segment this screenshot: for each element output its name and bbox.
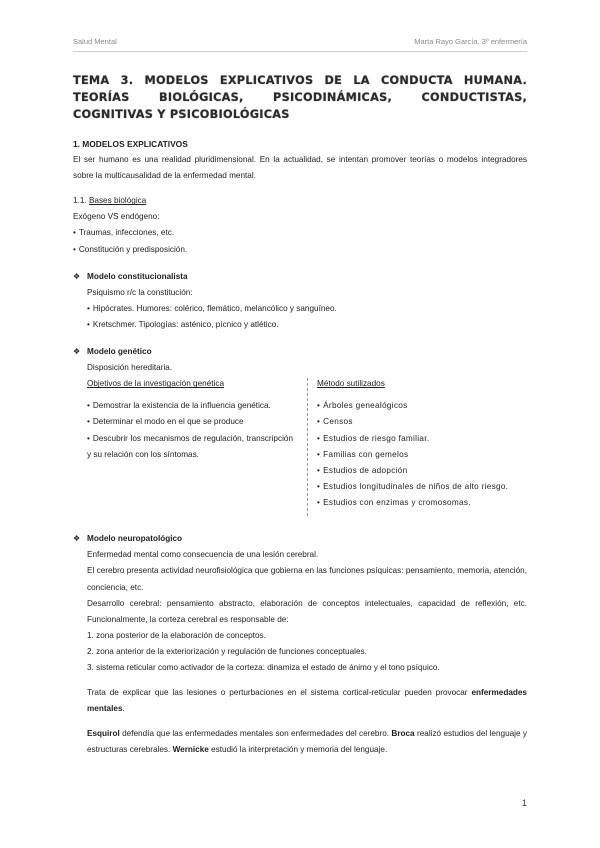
list-item: • Familias con gemelos	[317, 447, 527, 463]
list-item: • Demostrar la existencia de la influencia genética.	[87, 398, 293, 414]
bold-term: Esquirol	[87, 729, 120, 739]
list-item: • Descubrir los mecanismos de regulación, transcripción y su relación con los síntomas.	[87, 431, 293, 463]
body-line: Exógeno VS endógeno:	[73, 212, 160, 222]
document-title: TEMA 3. MODELOS EXPLICATIVOS DE LA CONDUCTA HUMANA. TEORÍAS BIOLÓGICAS, PSICODINÁMICAS, CONDUCTISTAS, COGNITIVAS Y PSICOBIOLÓGICAS	[73, 74, 527, 121]
body-line: Psiquismo r/c la constitución:	[87, 287, 193, 297]
document-body	[73, 136, 527, 758]
numbered-item: 1. zona posterior de la elaboración de conceptos.	[87, 630, 266, 640]
page-number: 1	[521, 798, 527, 808]
body-paragraph: Trata de explicar que las lesiones o perturbaciones en el sistema cortical-reticular pueden provocar enfermedades mentales.	[87, 688, 527, 714]
subsection-number: 1.1.	[73, 196, 87, 206]
body-line: El cerebro presenta actividad neurofisiológica que gobierna en las funciones psíquicas: pensamiento, memoria, atención, conciencia, etc.	[87, 566, 527, 592]
list-item: • Traumas, infecciones, etc.	[73, 225, 527, 241]
model-heading	[73, 269, 527, 285]
list-item: • Constitución y predisposición.	[73, 242, 527, 258]
bold-term: enfermedades mentales	[87, 688, 527, 714]
page-header	[73, 37, 527, 49]
list-item: • Estudios con enzimas y cromosomas.	[317, 495, 527, 511]
list-item: • Estudios de adopción	[317, 463, 527, 479]
methods-column	[317, 376, 527, 511]
list-item: • Estudios de riesgo familiar.	[317, 431, 527, 447]
body-line: Desarrollo cerebral: pensamiento abstracto, elaboración de conceptos intelectuales, capacidad de reflexión, etc. Funcionalmente, la corteza cerebral es responsable de:	[87, 598, 527, 624]
column-header: Método sutilizados	[317, 379, 385, 389]
numbered-item: 3. sistema reticular como activador de la corteza: dinamiza el estado de ánimo y el tono psíquico.	[87, 662, 440, 672]
model-heading	[73, 531, 527, 547]
body-line: Disposición hereditaria.	[87, 363, 173, 373]
model-title: Modelo neuropatológico	[87, 534, 183, 544]
header-divider	[73, 51, 527, 52]
model-title: Modelo constitucionalista	[87, 271, 188, 281]
column-header: Objetivos de la investigación genética	[87, 379, 224, 389]
subsection-title: Bases biológica	[88, 196, 147, 206]
diamond-bullet-icon: ❖	[73, 534, 81, 544]
model-heading	[73, 344, 527, 360]
list-item: • Hipócrates. Humores: colérico, flemático, melancólico y sanguíneo.	[73, 301, 527, 317]
column-divider	[307, 378, 308, 516]
body-paragraph: Esquirol defendía que las enfermedades mentales son enfermedades del cerebro. Broca realizó estudios del lenguaje y estructuras cerebrales. Wernicke estudió la interpretación y memoria del lenguaje.	[87, 729, 527, 755]
bold-term: Wernicke	[172, 745, 209, 755]
objectives-column	[87, 376, 293, 462]
section-heading: 1. MODELOS EXPLICATIVOS	[73, 139, 188, 149]
numbered-item: 2. zona anterior de la exteriorización y regulación de funciones conceptuales.	[87, 646, 367, 656]
list-item: • Estudios longitudinales de niños de alto riesgo.	[317, 479, 527, 495]
diamond-bullet-icon: ❖	[73, 271, 81, 281]
header-subject: Salud Mental	[73, 37, 117, 46]
bold-term: Broca	[391, 729, 415, 739]
list-item: • Determinar el modo en el que se produce	[87, 414, 293, 430]
diamond-bullet-icon: ❖	[73, 347, 81, 357]
header-author: Marta Rayo García, 3º enfermería	[414, 37, 527, 46]
body-line: Enfermedad mental como consecuencia de una lesión cerebral.	[87, 550, 319, 560]
genetics-table	[87, 376, 527, 522]
model-title: Modelo genético	[87, 347, 152, 357]
list-item: • Censos	[317, 414, 527, 430]
subsection-heading	[73, 193, 527, 209]
list-item: • Árboles genealógicos	[317, 398, 527, 414]
section-intro: El ser humano es una realidad pluridimensional. En la actualidad, se intentan promover teorías o modelos integradores sobre la multicausalidad de la enfermedad mental.	[73, 155, 527, 181]
list-item: • Kretschmer. Tipologías: asténico, pícnico y atlético.	[73, 317, 527, 333]
